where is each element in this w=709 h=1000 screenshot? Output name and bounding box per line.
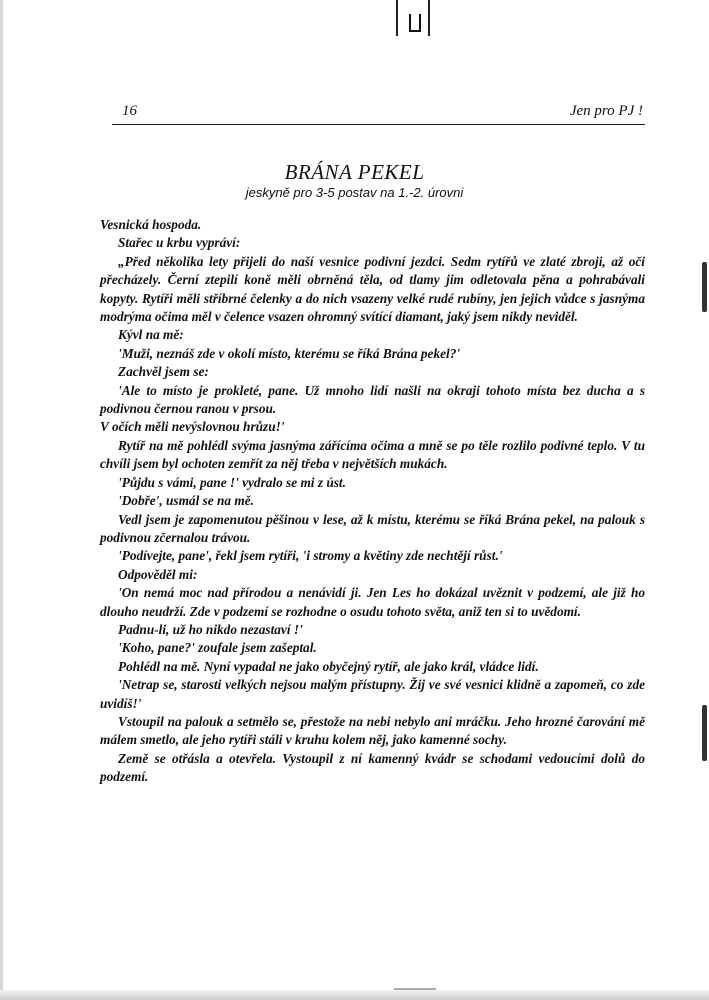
- paragraph: 'Podívejte, pane', řekl jsem rytíři, 'i stromy a květiny zde nechtějí růst.': [118, 548, 503, 564]
- scan-edge-bottom: [0, 990, 709, 1000]
- paragraph: Vedl jsem je zapomenutou pěšinou v lese, až k místu, kterému se říká Brána pekel, na palouk s podivnou zčernalou trávou.: [100, 511, 645, 545]
- paragraph: Kývl na mě:: [118, 327, 184, 343]
- paragraph: 'On nemá moc nad přírodou a nenávidí ji. Jen Les ho dokázal uvěznit v podzemí, ale již ho dlouho neudrží. Zde v podzemí se rozhodne o osudu tohoto světa, aniž ten si to uvědomí.: [100, 585, 645, 619]
- margin-mark: [702, 262, 707, 312]
- paragraph: 'Muži, neznáš zde v okolí místo, kterému se říká Brána pekel?': [118, 345, 461, 361]
- running-header: [112, 100, 645, 125]
- paragraph: 'Dobře', usmál se na mě.: [118, 493, 254, 509]
- paragraph: Rytíř na mě pohlédl svýma jasnýma zářícíma očima a mně se po těle rozlilo podivné teplo. V tu chvíli jsem byl ochoten zemřít za něj třeba v největších mukách.: [100, 437, 645, 472]
- paragraph: Země se otřásla a otevřela. Vystoupil z ní kamenný kvádr se schodami vedoucími dolů do podzemí.: [100, 750, 645, 785]
- paragraph: 'Koho, pane?' zoufale jsem zašeptal.: [118, 640, 317, 656]
- page-number: 16: [122, 103, 137, 119]
- paragraph: „Před několika lety přijeli do naší vesnice podivní jezdci. Sedm rytířů ve zlaté zbroji, až oči přecházely. Černí ztepilí koně měli obrněná těla, od tlamy jim odletovala pěna a pohrabávali kopyty. Rytíři měli stříbrné čelenky a do nich vsazeny velké rudé rubíny, jen jejich vůdce s jasnýma modrýma očima měl v čelence vsazen ohromný svítící diamant, jaký jsem nikdy neviděl.: [100, 253, 645, 325]
- page-subtitle: jeskyně pro 3-5 postav na 1.-2. úrovni: [245, 185, 464, 200]
- paragraph: Stařec u krbu vypráví:: [118, 235, 241, 251]
- paragraph: Padnu-li, už ho nikdo nezastaví !': [118, 621, 303, 637]
- paragraph: Odpověděl mi:: [118, 566, 198, 582]
- paragraph: 'Půjdu s vámi, pane !' vydralo se mi z úst.: [118, 474, 346, 490]
- paragraph: Pohlédl na mě. Nyní vypadal ne jako obyčejný rytíř, ale jako král, vládce lidí.: [118, 658, 539, 674]
- binding-clip: [396, 0, 430, 36]
- running-title: Jen pro PJ !: [569, 103, 643, 119]
- body-text: [100, 216, 645, 787]
- paragraph: 'Netrap se, starosti velkých nejsou malým přístupny. Žij ve své vesnici klidně a zapomeň, co zde uvidíš!': [100, 677, 645, 711]
- paragraph: 'Ale to místo je prokleté, pane. Už mnoho lidí našli na okraji tohoto místa bez ducha a s podivnou černou ranou v prsou.: [100, 382, 645, 417]
- paragraph: Zachvěl jsem se:: [118, 364, 209, 380]
- page-title: BRÁNA PEKEL: [284, 160, 425, 184]
- scan-edge: [0, 0, 3, 1000]
- paragraph: V očích měli nevýslovnou hrůzu!': [100, 419, 285, 435]
- paragraph: Vstoupil na palouk a setmělo se, přestože na nebi nebylo ani mráčku. Jeho hrozné čarování mě málem smetlo, ale jeho rytíři stáli v kruhu kolem něj, jako kamenné sochy.: [100, 713, 645, 748]
- paragraph: Vesnická hospoda.: [100, 217, 202, 232]
- margin-mark: [702, 705, 707, 761]
